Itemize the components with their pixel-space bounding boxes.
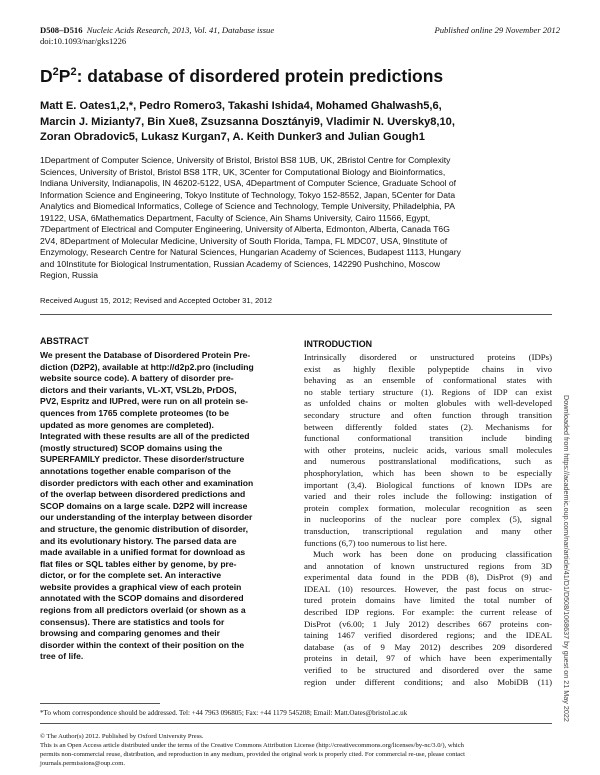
author-line: Matt E. Oates1,2,*, Pedro Romero3, Takashi Ishida4, Mohamed Ghalwash5,6, [40,100,442,112]
abstract-line: (mostly structured) SCOP domains using the [40,442,223,453]
intro-line: and annotation of known unstructured regions from 3D [304,560,552,571]
intro-line: database (as of 9 May 2012) describes 209 disordered [304,641,552,652]
intro-line: experimental data found in the PDB (8), DisProt (9) and [304,572,552,583]
abstract-line: disorder predictors with each other and examination [40,477,254,488]
abstract-line: We present the Database of Disordered Protein Pre- [40,350,251,360]
page-range: D508–D516 [40,25,83,35]
doi: doi:10.1093/nar/gks1226 [40,36,127,46]
title-mid: P [58,66,71,86]
intro-line: taining 1467 verified disordered regions; and the IDEAL [304,630,552,641]
title-sup-1: 2 [52,66,59,79]
intro-line: IDEAL (10) resources. However, the past focus on struc- [304,583,552,594]
intro-line: Much work has been done on producing classification [313,549,552,560]
intro-line: behaving as an ensemble of conformational states with [304,375,552,386]
license-line: This is an Open Access article distributed under the terms of the Creative Commons Attribution License (http://creativecommons.org/licenses/by-nc/3.0/), which [40,741,464,749]
intro-line: varied and their roles include the following: instigation of [304,491,552,502]
intro-line: transduction, transcriptional regulation and many other [304,525,552,536]
abstract-line: of the overlap between disordered predictions and [40,489,246,500]
affiliation-line: Enzymology, Research Centre for Natural Sciences, Hungarian Academy of Sciences, Budapest 1113, Hungary [40,247,461,258]
intro-line: phosphorylation, which has been shown to be especially [304,467,552,478]
affiliation-line: 2V4, 8Department of Molecular Medicine, University of South Florida, Tampa, FL MDC07, USA, 9Institute of [40,235,448,246]
title-sup-2: 2 [70,66,77,79]
intro-line: DisProt (v6.00; 1 July 2012) describes 667 proteins con- [304,618,552,629]
abstract-line: browsing and comparing genomes and their [40,628,220,639]
affiliation-line: 7Department of Electrical and Computer Engineering, University of Alberta, Edmonton, Alberta, Canada T6G [40,224,450,235]
affiliation-line: 19122, USA, 6Mathematics Department, Faculty of Science, Ain Shams University, Cairo 11566, Egypt, [40,212,431,223]
affiliation-line: Region, Russia [40,270,98,281]
title-rest: : database of disordered protein predictions [76,66,444,86]
intro-line: secondary structure and often function through transition [304,409,552,420]
abstract-line: consensus). There are statistics and tools for [40,616,225,627]
abstract-line: dictors and their variants, VL-XT, VSL2b, PrDOS, [40,384,237,395]
abstract-line: diction (D2P2), available at http://d2p2.pro (including [40,361,254,372]
affiliation-line: Analytics and Biomedical Informatics, College of Science and Technology, Temple University, Philadelphia, PA [40,201,455,212]
affiliation-line: 1Department of Computer Science, University of Bristol, Bristol BS8 1UB, UK, 2Bristol Centre for Complexity [40,155,451,165]
intro-line: important (3,4). Biological functions of known IDPs are [304,479,552,490]
intro-line: exist as highly flexible polypeptide chains in vivo [304,363,552,374]
abstract-text [40,350,290,663]
intro-line: functions (6,7) too numerous to list here. [304,537,447,548]
journal-citation: Nucleic Acids Research, 2013, Vol. 41, Database issue [86,25,275,35]
published-date: Published online 29 November 2012 [434,25,560,35]
author-list [40,99,565,146]
abstract-line: flat files or SQL tables either by genome, by pre- [40,558,237,569]
title-prefix: D [40,66,53,86]
affiliation-line: Sciences, University of Bristol, Bristol BS8 1TR, UK, 3Center for Computational Biology and Bioinformatics, [40,166,446,177]
intro-line: with other proteins, nucleic acids, various small molecules [304,444,552,455]
affiliation-line: and 10Institute for Biological Instrumentation, Russian Academy of Sciences, 142290 Pushchino, Moscow [40,258,441,269]
intro-line: as unfolded chains or molten globules with well-developed [304,398,552,409]
author-line: Zoran Obradovic5, Lukasz Kurgan7, A. Keith Dunker3 and Julian Gough1 [40,131,425,144]
intro-line: protein complex formation, molecular recognition as seen [304,502,552,513]
abstract-line: dictor, or for the complete set. An interactive [40,570,222,581]
license-line: journals.permissions@oup.com. [40,759,126,767]
abstract-line: made available in a unified format for download as [40,547,246,558]
abstract-line: disorder within the context of their position on the [40,639,245,650]
introduction-heading: INTRODUCTION [304,339,373,349]
abstract-line: and structure, the genomic distribution of disorder, [40,523,248,534]
abstract-line: SCOP domains on a large scale. D2P2 will increase [40,500,248,511]
intro-line: Intrinsically disordered or unstructured proteins (IDPs) [304,352,552,362]
intro-line: described IDP regions. For example: the current release of [304,607,552,618]
copyright-line: © The Author(s) 2012. Published by Oxford University Press. [40,733,204,740]
intro-line: functional conformational transition include binding [304,433,552,444]
footer-divider [40,723,552,724]
abstract-line: updated as more genomes are completed). [40,419,214,430]
intro-line: no stable tertiary structure (1). Regions of IDP can exist [304,386,552,397]
abstract-heading: ABSTRACT [40,336,89,346]
license-line: permits non-commercial reuse, distribution, and reproduction in any medium, provided the original work is properly cited. For commercial re-use, please contact [40,750,465,758]
section-divider [40,314,552,315]
abstract-line: website provides a graphical view of each protein [40,581,242,592]
download-sidenote: Downloaded from https://academic.oup.com/nar/article/41/D1/D508/1068637 by guest on 21 May 2022 [562,395,571,722]
abstract-line: tree of life. [40,651,84,662]
abstract-line: our understanding of the interplay between disorder [40,512,253,523]
abstract-line: regions from all predictors overlaid (or shown as a [40,605,246,616]
abstract-line: and its evolutionary history. The parsed data are [40,535,237,546]
received-dates: Received August 15, 2012; Revised and Accepted October 31, 2012 [40,296,273,305]
abstract-line: annotations together enable comparison of the [40,465,231,476]
introduction-text [304,352,552,688]
footnote-rule [40,703,160,704]
correspondence-footnote: *To whom correspondence should be addressed. Tel: +44 7963 096805; Fax: +44 1179 545208; Email: Matt.Oates@bristol.ac.uk [40,709,408,717]
copyright-notice [40,733,560,769]
abstract-line: SUPERFAMILY predictor. These disorder/structure [40,454,245,465]
author-line: Marcin J. Mizianty7, Bin Xue8, Zsuzsanna Dosztányi9, Vladimir N. Uversky8,10, [40,115,455,128]
affiliations [40,155,560,282]
intro-line: tured protein domains have limited the total number of [304,595,552,606]
intro-line: proteins in detail, 97 of which have been experimentally [304,653,552,664]
intro-line: between differently folded states (2). Mechanisms for [304,421,552,432]
abstract-line: PV2, Espritz and IUPred, were run on all protein se- [40,396,249,407]
intro-line: verified to be structured and disordered over the same [304,665,552,676]
affiliation-line: Indiana University, Indianapolis, IN 46202-5122, USA, 4Department of Computer Science, Graduate School of [40,178,457,189]
abstract-line: annotated with the SCOP domains and disordered [40,593,244,604]
abstract-line: website source code). A battery of disorder pre- [40,373,234,384]
paper-title [40,65,560,87]
abstract-line: Integrated with these results are all of the predicted [40,431,250,442]
intro-line: in nucleoporins of the nuclear pore complex (5), signal [304,514,552,525]
intro-line: and numerous posttranslational modifications, such as [304,456,552,467]
abstract-line: quences from 1765 complete proteomes (to be [40,407,230,418]
intro-line: region under different conditions; and also MobiDB (11) [304,676,552,687]
running-header [40,25,560,47]
affiliation-line: Information Science and Engineering, Tokyo Institute of Technology, Tokyo 152-8552, Japan, 5Center for Data [40,189,456,200]
